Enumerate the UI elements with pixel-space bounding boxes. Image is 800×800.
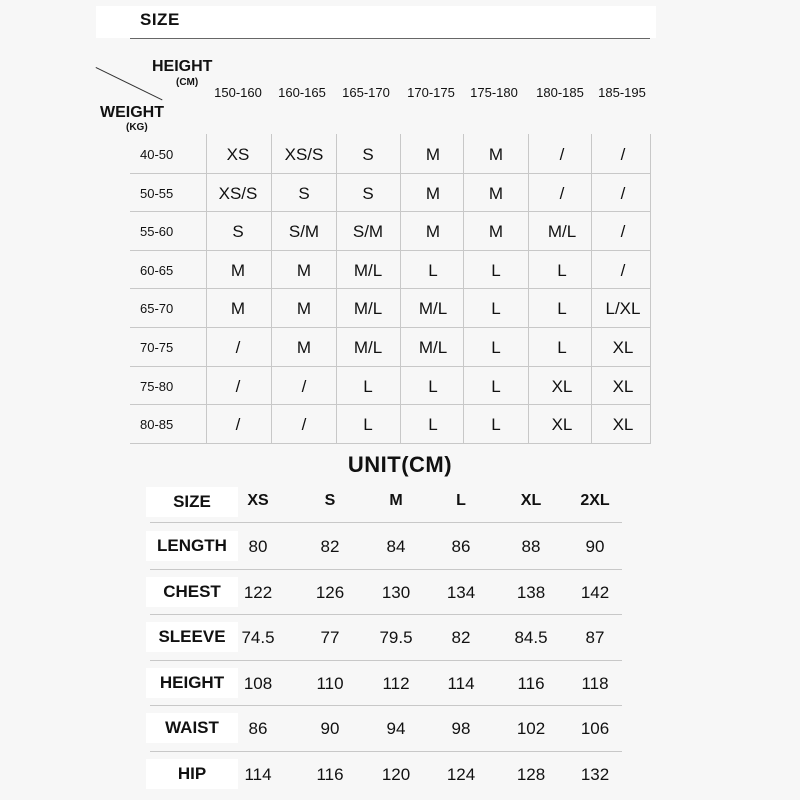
size-cell: S <box>362 183 374 203</box>
measurement-value: 108 <box>243 673 273 693</box>
height-range-header: 170-175 <box>407 85 455 100</box>
size-cell: L <box>557 338 567 357</box>
height-axis-label: HEIGHT <box>152 58 213 75</box>
measurement-value: 120 <box>381 764 411 784</box>
size-cell: M <box>488 183 504 203</box>
weight-range-label: 80-85 <box>140 417 174 433</box>
measurement-value: 122 <box>243 582 273 602</box>
size-cell: / <box>620 260 626 280</box>
size-cell: L <box>428 376 438 396</box>
size-cell: L <box>363 376 373 396</box>
size-header: 2XL <box>580 492 610 509</box>
table-row-divider <box>150 660 622 661</box>
grid-horizontal-line <box>130 211 650 212</box>
size-cell: XL <box>551 415 573 435</box>
weight-range-label: 75-80 <box>140 378 174 394</box>
grid-horizontal-line <box>130 288 650 289</box>
height-range-header: 180-185 <box>536 85 584 100</box>
measurement-value: 82 <box>451 628 471 647</box>
size-cell: L <box>557 260 567 280</box>
measurement-value: 132 <box>580 764 610 784</box>
header-divider <box>130 38 650 39</box>
grid-horizontal-line <box>130 443 650 444</box>
weight-range-label: 55-60 <box>140 224 174 240</box>
measurement-label: CHEST <box>163 581 221 601</box>
size-cell: L <box>491 415 501 435</box>
size-cell: M/L <box>353 338 383 357</box>
size-header: S <box>324 492 336 509</box>
measurement-value: 130 <box>381 582 411 602</box>
size-cell: M/L <box>418 338 448 357</box>
height-range-header: 160-165 <box>278 85 326 100</box>
size-cell: / <box>301 415 307 435</box>
height-unit-label: (CM) <box>176 77 199 88</box>
size-cell: S <box>362 145 374 164</box>
measurement-value: 134 <box>446 582 476 602</box>
size-cell: L <box>491 299 501 319</box>
measurement-value: 84.5 <box>514 628 548 647</box>
size-cell: M <box>488 222 504 242</box>
table-row-divider <box>150 522 622 523</box>
table-row-divider <box>150 614 622 615</box>
size-cell: / <box>559 183 565 203</box>
size-cell: XL <box>612 338 634 357</box>
size-cell: / <box>620 222 626 242</box>
size-cell: M/L <box>353 299 383 319</box>
size-cell: / <box>620 145 626 164</box>
measurement-value: 116 <box>517 673 545 693</box>
height-range-header: 175-180 <box>470 85 518 100</box>
measurement-value: 79.5 <box>379 628 413 647</box>
measurement-label: HEIGHT <box>159 672 225 692</box>
measurement-value: 90 <box>320 719 340 738</box>
table-row-divider <box>150 751 622 752</box>
measurement-value: 142 <box>580 582 610 602</box>
height-range-header: 150-160 <box>214 85 262 100</box>
size-cell: M <box>425 145 441 164</box>
table-row-divider <box>150 569 622 570</box>
size-header-bar <box>96 6 656 38</box>
measurement-value: 138 <box>516 582 546 602</box>
measurement-value: 126 <box>315 582 345 602</box>
size-cell: S <box>232 222 244 242</box>
grid-horizontal-line <box>130 173 650 174</box>
weight-axis-label: WEIGHT <box>100 104 164 121</box>
size-cell: XL <box>551 376 573 396</box>
weight-range-label: 70-75 <box>140 340 174 355</box>
measurement-value: 112 <box>382 673 410 693</box>
grid-vertical-line <box>650 134 651 444</box>
size-cell: S/M <box>288 222 320 242</box>
size-header: L <box>456 492 466 509</box>
measurement-label: LENGTH <box>157 536 227 555</box>
measurement-value: 102 <box>516 719 546 738</box>
measurement-value: 84 <box>386 537 406 556</box>
size-cell: XS <box>226 145 250 164</box>
size-cell: / <box>235 415 241 435</box>
measurement-value: 82 <box>320 537 340 556</box>
size-column-header: SIZE <box>173 492 211 511</box>
size-header: M <box>389 492 403 509</box>
height-range-header: 185-195 <box>598 85 646 100</box>
grid-horizontal-line <box>130 250 650 251</box>
weight-range-label: 60-65 <box>140 262 174 278</box>
measurement-table-title: UNIT(CM) <box>347 452 453 477</box>
weight-range-label: 50-55 <box>140 185 174 201</box>
size-cell: M/L <box>353 260 383 280</box>
size-cell: M <box>296 338 312 357</box>
size-cell: M <box>425 183 441 203</box>
size-chart-title: SIZE <box>140 10 180 29</box>
grid-horizontal-line <box>130 366 650 367</box>
measurement-value: 88 <box>521 537 541 556</box>
measurement-value: 98 <box>451 719 471 738</box>
measurement-label: HIP <box>177 763 207 783</box>
height-range-header: 165-170 <box>342 85 390 100</box>
table-row-divider <box>150 705 622 706</box>
size-cell: / <box>235 338 241 357</box>
measurement-value: 114 <box>244 764 272 784</box>
grid-horizontal-line <box>130 327 650 328</box>
measurement-value: 74.5 <box>241 628 275 647</box>
size-cell: M <box>230 260 246 280</box>
size-cell: M <box>425 222 441 242</box>
size-cell: L/XL <box>605 299 641 319</box>
weight-unit-label: (KG) <box>126 122 148 133</box>
size-cell: L <box>557 299 567 319</box>
size-cell: L <box>428 415 438 435</box>
size-cell: / <box>235 376 241 396</box>
measurement-value: 106 <box>580 719 610 738</box>
measurement-value: 87 <box>585 628 605 647</box>
measurement-label: SLEEVE <box>158 627 226 646</box>
measurement-value: 77 <box>320 628 340 647</box>
grid-horizontal-line <box>130 404 650 405</box>
size-cell: M <box>488 145 504 164</box>
measurement-value: 124 <box>446 764 476 784</box>
measurement-value: 128 <box>516 764 546 784</box>
size-cell: L <box>491 338 501 357</box>
weight-range-label: 65-70 <box>140 301 174 317</box>
size-cell: S <box>298 183 310 203</box>
size-cell: S/M <box>352 222 384 242</box>
size-header: XL <box>520 492 542 509</box>
size-cell: / <box>301 376 307 396</box>
size-cell: L <box>491 260 501 280</box>
size-cell: XS/S <box>284 145 324 164</box>
measurement-value: 90 <box>585 537 605 556</box>
size-cell: L <box>491 376 501 396</box>
size-cell: L <box>428 260 438 280</box>
size-header: XS <box>247 492 269 509</box>
measurement-value: 94 <box>386 719 406 738</box>
measurement-value: 110 <box>316 673 344 693</box>
size-cell: M/L <box>547 222 577 242</box>
measurement-value: 86 <box>248 719 268 738</box>
weight-range-label: 40-50 <box>140 147 174 162</box>
measurement-value: 114 <box>447 673 475 693</box>
measurement-label: WAIST <box>165 718 219 737</box>
measurement-value: 80 <box>248 537 268 556</box>
size-cell: M <box>296 260 312 280</box>
size-cell: M <box>296 299 312 319</box>
size-cell: M/L <box>418 299 448 319</box>
measurement-value: 118 <box>581 673 609 693</box>
size-cell: XL <box>612 376 634 396</box>
measurement-value: 86 <box>451 537 471 556</box>
size-cell: M <box>230 299 246 319</box>
size-cell: XL <box>612 415 634 435</box>
measurement-value: 116 <box>316 764 344 784</box>
size-cell: / <box>620 183 626 203</box>
size-cell: XS/S <box>218 183 258 203</box>
size-cell: / <box>559 145 565 164</box>
size-cell: L <box>363 415 373 435</box>
